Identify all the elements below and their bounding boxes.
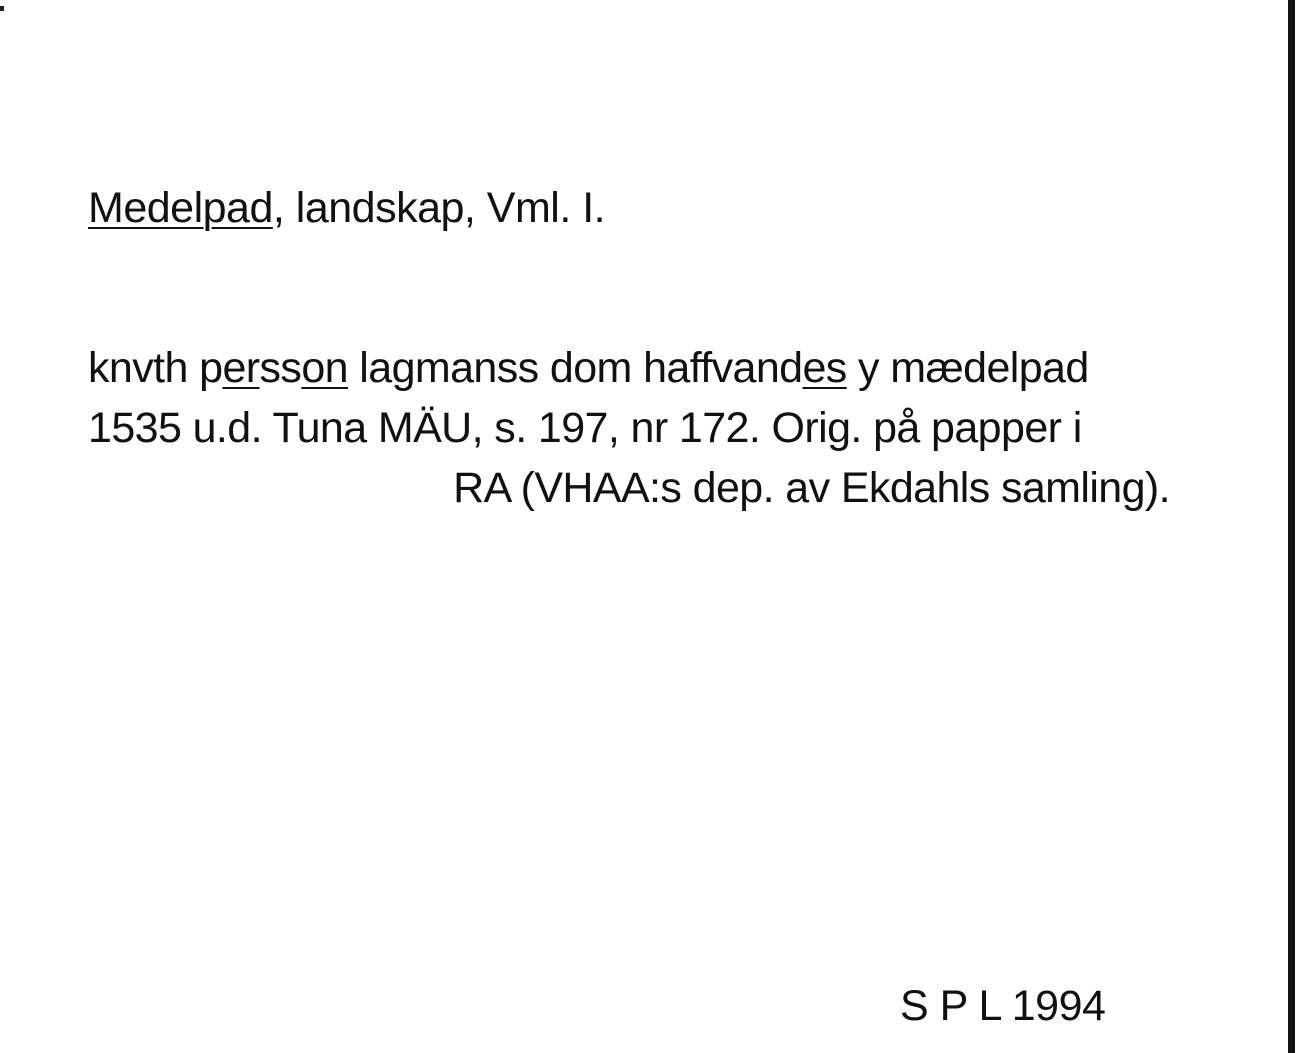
entry-underlined-text: on bbox=[301, 344, 348, 392]
card-entry bbox=[88, 338, 1180, 518]
scan-mark bbox=[0, 6, 4, 11]
entry-underlined-text: er bbox=[222, 344, 260, 392]
entry-line-1 bbox=[88, 338, 1180, 398]
entry-text: lagmanss dom haffvand bbox=[347, 344, 803, 392]
entry-text: ss bbox=[259, 344, 302, 392]
card-heading bbox=[88, 182, 605, 234]
entry-text: knvth bbox=[88, 344, 200, 392]
entry-text: p bbox=[199, 344, 223, 392]
entry-underlined-text: es bbox=[802, 344, 847, 392]
heading-rest: , landskap, Vml. I. bbox=[272, 184, 606, 232]
entry-text: y mædelpad bbox=[846, 344, 1089, 392]
entry-line-3: RA (VHAA:s dep. av Ekdahls samling). bbox=[453, 464, 1170, 512]
card-signature: S P L 1994 bbox=[900, 982, 1106, 1030]
entry-line-2: 1535 u.d. Tuna MÄU, s. 197, nr 172. Orig. på papper i bbox=[88, 404, 1082, 452]
card-right-edge bbox=[1288, 0, 1295, 1053]
heading-place-name: Medelpad bbox=[88, 184, 273, 232]
